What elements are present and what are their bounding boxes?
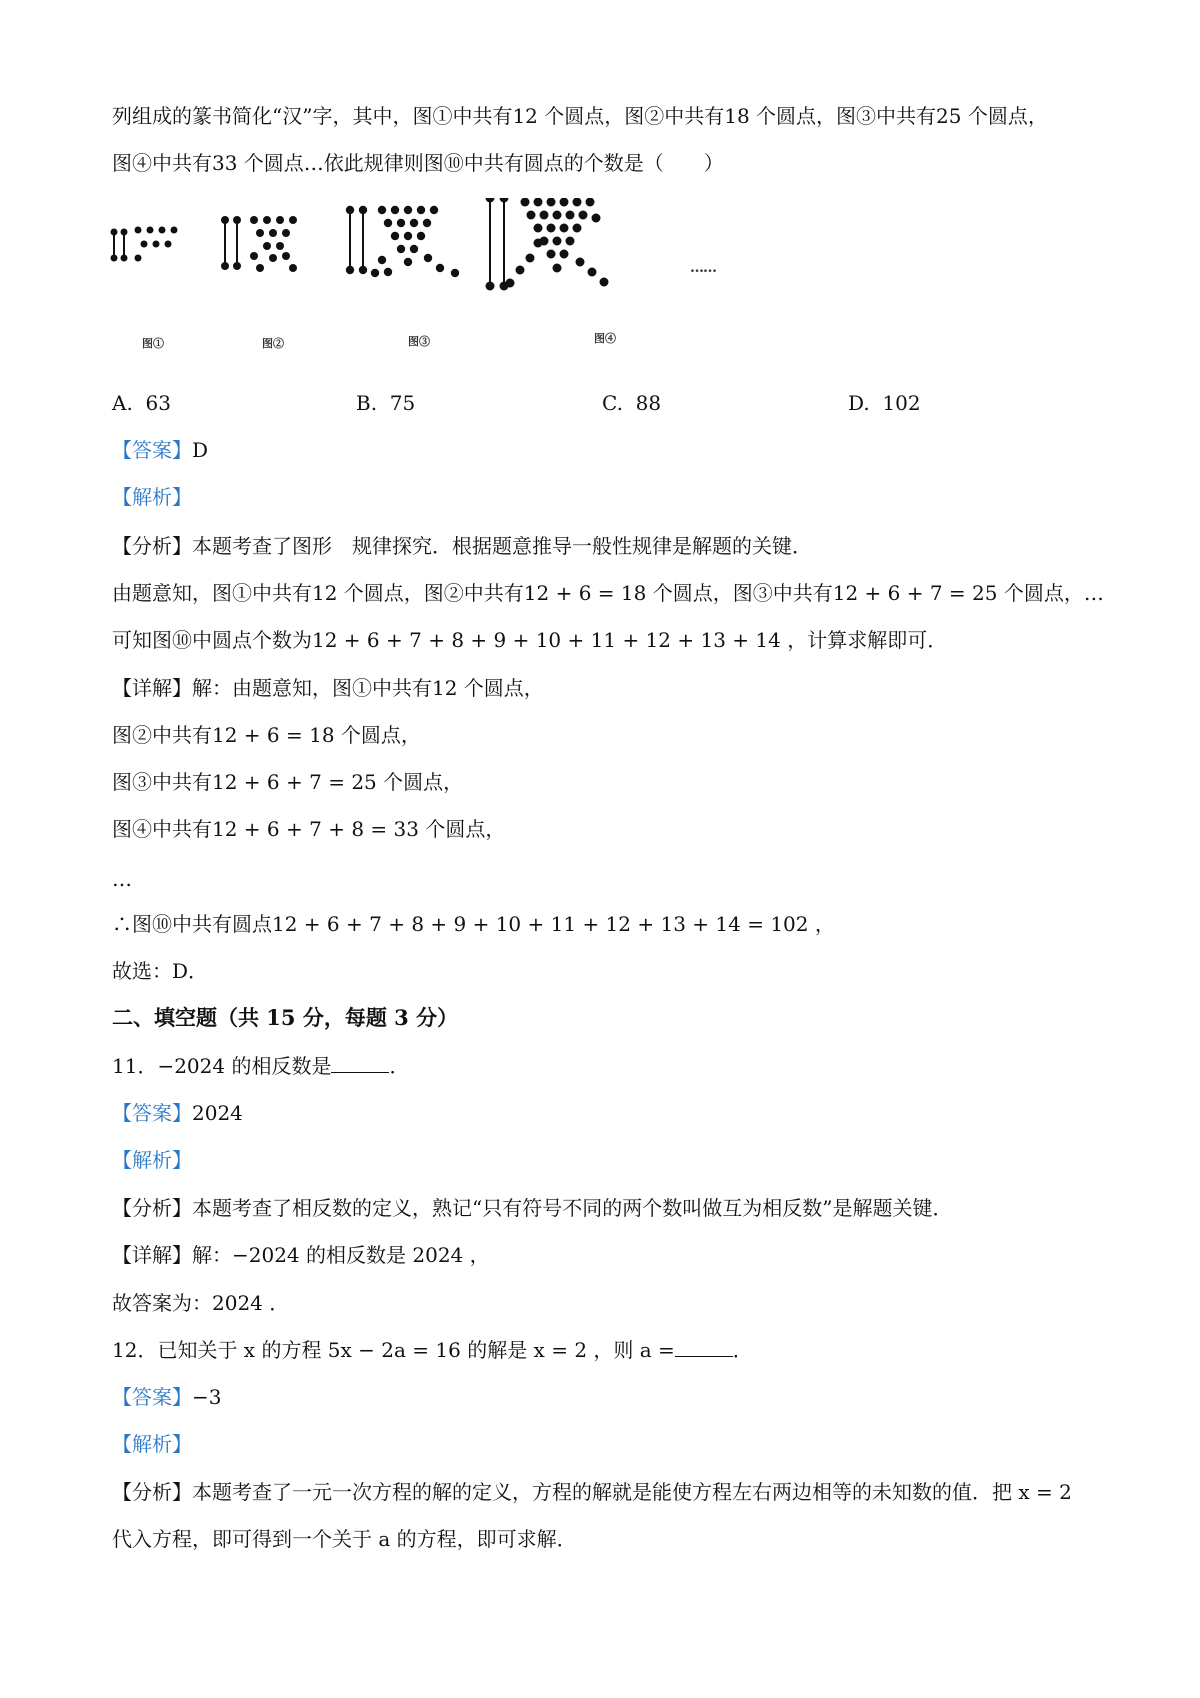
figure4-dot — [579, 211, 588, 220]
q11-answer — [112, 1100, 243, 1126]
figure3-dot — [391, 206, 399, 214]
choice-d[interactable] — [848, 390, 921, 416]
choice-c-value: 88 — [635, 391, 662, 415]
figure3-dot — [436, 264, 444, 272]
q11-stem-text: 11．−2024 的相反数是 — [112, 1054, 332, 1078]
q11-stem — [112, 1053, 409, 1079]
figure4-dot — [534, 198, 543, 207]
figure4-dot — [566, 211, 575, 220]
xiangjie-tag: 【详解】 — [112, 676, 192, 700]
figure3-dot — [410, 245, 418, 253]
figure2-dot — [250, 252, 258, 260]
choice-b-label: B. — [356, 391, 378, 415]
figure4-dot — [576, 258, 585, 267]
answer-tag: 【答案】 — [112, 1385, 192, 1409]
choice-d-label: D. — [848, 391, 870, 415]
section2-title: 二、填空题（共 15 分，每题 3 分） — [112, 1005, 459, 1030]
figure4-dot — [566, 237, 575, 246]
figure3-dot — [384, 219, 392, 227]
dot-pattern-dots — [111, 198, 609, 291]
q12-answer — [112, 1384, 221, 1410]
q10-detail-line4: 图④中共有12 + 6 + 7 + 8 = 33 个圆点， — [112, 817, 506, 841]
fenxi-text: 本题考查了相反数的定义，熟记“只有符号不同的两个数叫做互为相反数”是解题关键． — [192, 1196, 953, 1220]
q12-stem-end: ． — [732, 1338, 753, 1362]
figure2-dot — [276, 216, 284, 224]
q11-detail — [112, 1242, 490, 1268]
figure3-dot — [397, 245, 405, 253]
figure1-dot — [153, 241, 160, 248]
figure4-dot — [560, 198, 569, 207]
figure4-dot — [540, 211, 549, 220]
fenxi-tag: 【分析】 — [112, 1196, 192, 1220]
q10-detail-line1 — [112, 675, 544, 701]
figure3-dot — [378, 206, 386, 214]
figure-ellipsis: …… — [690, 260, 716, 276]
figure4-dot — [553, 211, 562, 220]
q10-detail-line5: … — [112, 867, 132, 891]
detail-text: 解：−2024 的相反数是 2024 ， — [192, 1243, 490, 1267]
figure4-dot — [560, 250, 569, 259]
answer-value: D — [192, 438, 209, 462]
figure4-dot — [547, 198, 556, 207]
figure4-dot — [534, 224, 543, 233]
figure4-dot — [516, 266, 525, 275]
figure4-dot — [573, 198, 582, 207]
figure3-dot — [397, 219, 405, 227]
answer-tag: 【答案】 — [112, 438, 192, 462]
q10-fenxi — [112, 533, 812, 559]
figure2-dot — [269, 229, 277, 237]
q11-conclusion: 故答案为：2024 ． — [112, 1291, 290, 1315]
figure1-dot — [147, 227, 154, 234]
answer-value: 2024 — [192, 1101, 243, 1125]
figure4-dot — [600, 278, 609, 287]
figure1-dot — [165, 241, 172, 248]
figure4-dot — [553, 264, 562, 273]
figure3-dot — [391, 232, 399, 240]
fenxi-text: 本题考查了图形 规律探究．根据题意推导一般性规律是解题的关键． — [192, 534, 812, 558]
figure4-dot — [592, 214, 601, 223]
figure3-dot — [417, 206, 425, 214]
figure3-dot — [404, 232, 412, 240]
figure3-dot — [430, 206, 438, 214]
figure-label-1: 图① — [142, 337, 164, 350]
q11-answer-blank[interactable] — [331, 1054, 389, 1073]
figure4-dot — [534, 239, 543, 248]
q12-answer-blank[interactable] — [675, 1338, 733, 1357]
figure3-dot — [424, 254, 432, 262]
figure3-dot — [451, 269, 459, 277]
choice-b[interactable] — [356, 390, 415, 416]
choice-a[interactable] — [112, 390, 171, 416]
figure-label-4: 图④ — [594, 332, 616, 345]
figure3-dot — [404, 258, 412, 266]
xiangjie-tag: 【详解】 — [112, 1243, 192, 1267]
figure1-dot — [135, 255, 142, 262]
q10-stem-line2: 图④中共有33 个圆点…依此规律则图⑩中共有圆点的个数是（ ） — [112, 151, 724, 175]
figure2-dot — [289, 264, 297, 272]
figure1-dot — [171, 227, 178, 234]
figure4-dot — [527, 211, 536, 220]
figure4-dot — [547, 224, 556, 233]
answer-tag: 【答案】 — [112, 1101, 192, 1125]
q10-reason-line1: 由题意知，图①中共有12 个圆点，图②中共有12 + 6 = 18 个圆点，图③中共有12 + 6 + 7 = 25 个圆点，… — [112, 581, 1104, 605]
figure-label-2: 图② — [262, 337, 284, 350]
figure2-dot — [256, 229, 264, 237]
q12-analysis-tag: 【解析】 — [112, 1432, 192, 1456]
detail-text: 解：由题意知，图①中共有12 个圆点， — [192, 676, 544, 700]
q12-fenxi-line1 — [112, 1479, 1072, 1505]
figure1-dot — [159, 227, 166, 234]
figure2-dot — [250, 216, 258, 224]
figure4-dot — [521, 198, 530, 207]
figure2-dot — [276, 242, 284, 250]
figure3-dot — [423, 219, 431, 227]
figure4-dot — [506, 279, 515, 288]
figure3-dot — [378, 256, 386, 264]
figure3-dot — [417, 232, 425, 240]
figure3-dot — [371, 269, 379, 277]
q10-detail-line6: ∴图⑩中共有圆点12 + 6 + 7 + 8 + 9 + 10 + 11 + 12 + 13 + 14 = 102 ， — [112, 912, 835, 936]
figure2-dot — [269, 254, 277, 262]
q11-analysis-tag: 【解析】 — [112, 1148, 192, 1172]
figure2-dot — [289, 216, 297, 224]
choice-c-label: C. — [602, 391, 623, 415]
figure2-dot — [282, 252, 290, 260]
choice-b-value: 75 — [389, 391, 416, 415]
q12-stem-text: 12．已知关于 x 的方程 5x − 2a = 16 的解是 x = 2 ，则 a = — [112, 1338, 675, 1362]
figure4-dot — [588, 268, 597, 277]
figure4-dot — [560, 224, 569, 233]
figure4-dot — [586, 198, 595, 207]
figure3-dot — [410, 219, 418, 227]
choice-c[interactable] — [602, 390, 661, 416]
figure4-dot — [553, 237, 562, 246]
fenxi-tag: 【分析】 — [112, 534, 192, 558]
q10-answer — [112, 437, 208, 463]
choice-d-value: 102 — [882, 391, 921, 415]
q10-detail-line2: 图②中共有12 + 6 = 18 个圆点， — [112, 723, 421, 747]
figure1-dot — [141, 241, 148, 248]
dot-pattern-figure — [110, 198, 750, 328]
figure4-dot — [547, 250, 556, 259]
q10-conclusion: 故选：D． — [112, 959, 209, 983]
figure4-dot — [526, 254, 535, 263]
figure2-dot — [256, 264, 264, 272]
q10-reason-line2: 可知图⑩中圆点个数为12 + 6 + 7 + 8 + 9 + 10 + 11 + 12 + 13 + 14 ，计算求解即可． — [112, 628, 948, 652]
fenxi-tag: 【分析】 — [112, 1480, 192, 1504]
fenxi-text: 本题考查了一元一次方程的解的定义，方程的解就是能使方程左右两边相等的未知数的值．把 x = 2 — [192, 1480, 1072, 1504]
choice-a-label: A. — [112, 391, 133, 415]
q10-stem-line1: 列组成的篆书简化“汉”字，其中，图①中共有12 个圆点，图②中共有18 个圆点，图③中共有25 个圆点， — [112, 104, 1048, 128]
figure3-dot — [404, 206, 412, 214]
q11-stem-end: ． — [389, 1054, 410, 1078]
figure2-dot — [263, 242, 271, 250]
figure2-dot — [263, 216, 271, 224]
answer-value: −3 — [192, 1385, 222, 1409]
figure1-dot — [135, 227, 142, 234]
figure-label-3: 图③ — [408, 335, 430, 348]
q11-fenxi — [112, 1195, 952, 1221]
figure4-dot — [573, 224, 582, 233]
q12-fenxi-line2: 代入方程，即可得到一个关于 a 的方程，即可求解． — [112, 1527, 577, 1551]
figure2-dot — [282, 229, 290, 237]
figure3-dot — [384, 268, 392, 276]
q10-analysis-tag: 【解析】 — [112, 485, 192, 509]
choice-a-value: 63 — [145, 391, 171, 415]
q12-stem — [112, 1337, 753, 1363]
q10-detail-line3: 图③中共有12 + 6 + 7 = 25 个圆点， — [112, 770, 464, 794]
